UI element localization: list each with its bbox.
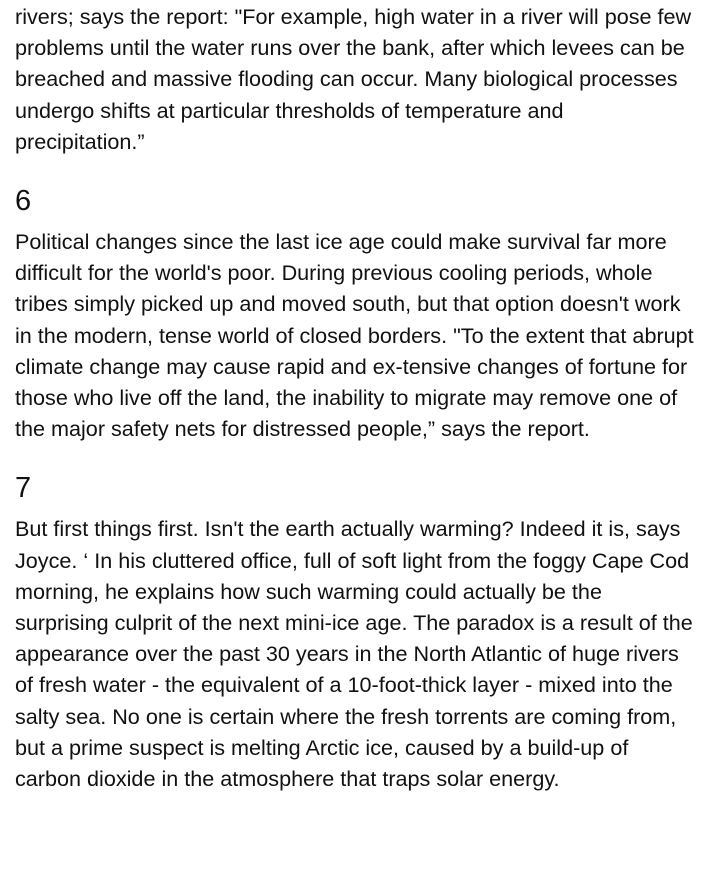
paragraph-5-continued: rivers; says the report: "For example, high water in a river will pose few problems until the water runs over the bank, after which levees can be breached and massive flooding can occur. Many biological processes undergo shifts at particular thresholds of temperature and precipitation.” — [15, 4, 692, 154]
paragraph-number-6: 6 — [15, 185, 32, 218]
paragraph-7: But first things first. Isn't the earth actually warming? Indeed it is, says Joyce. ‘ In his cluttered office, full of soft light from the foggy Cape Cod morning, he explains how such warming could actually be the surprising culprit of the next mini-ice age. The paradox is a result of the appearance over the past 30 years in the North Atlantic of huge rivers of fresh water - the equivalent of a 10-foot-thick layer - mixed into the salty sea. No one is certain where the fresh torrents are coming from, but a prime suspect is melting Arctic ice, caused by a build-up of carbon dioxide in the atmosphere that traps solar energy. — [15, 516, 693, 792]
article-page — [0, 1, 707, 880]
paragraph-number-7: 7 — [15, 472, 32, 505]
paragraph-6: Political changes since the last ice age could make survival far more difficult for the world's poor. During previous cooling periods, whole tribes simply picked up and moved south, but that option doesn't work in the modern, tense world of closed borders. "To the extent that abrupt climate change may cause rapid and ex-tensive changes of fortune for those who live off the land, the inability to migrate may remove one of the major safety nets for distressed people,” says the report. — [15, 229, 694, 442]
